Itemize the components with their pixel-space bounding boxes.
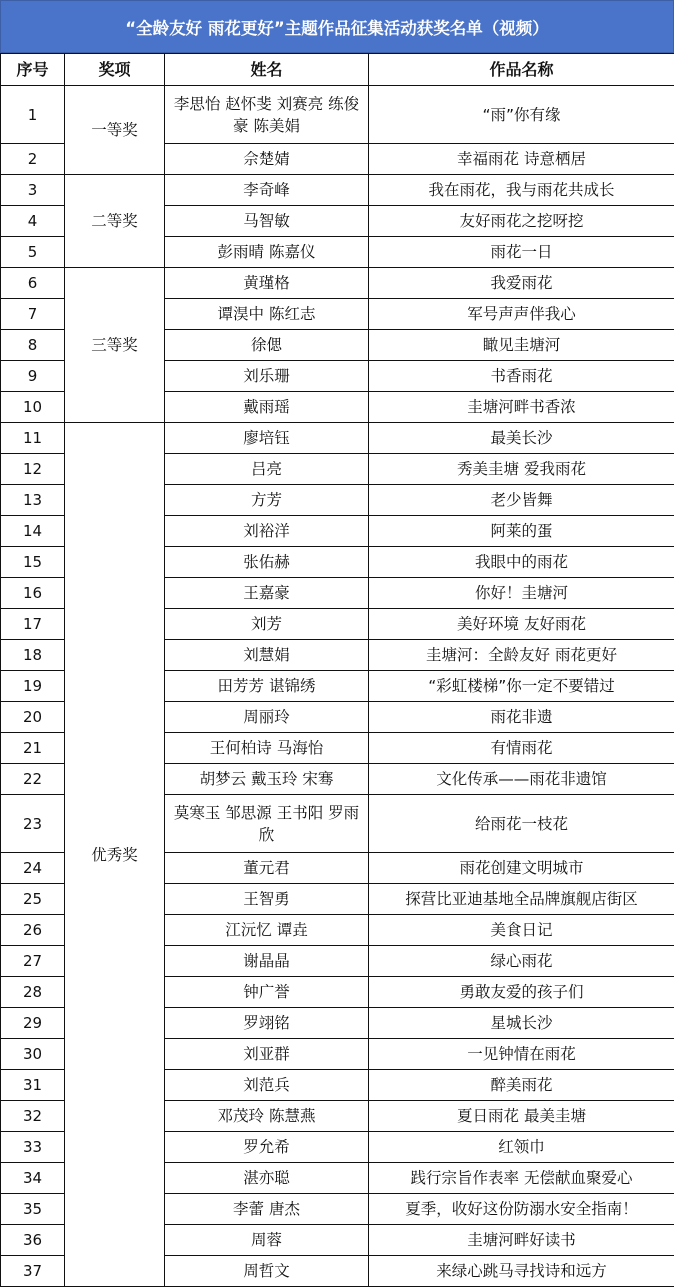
work-title: 醉美雨花: [369, 1070, 674, 1101]
work-title: 幸福雨花 诗意栖居: [369, 144, 674, 175]
winner-name: 湛亦聪: [165, 1163, 369, 1194]
work-title: 夏季，收好这份防溺水安全指南！: [369, 1194, 674, 1225]
row-number: 7: [1, 299, 65, 330]
winner-name: 吕亮: [165, 454, 369, 485]
winner-name: 王嘉豪: [165, 578, 369, 609]
row-number: 32: [1, 1101, 65, 1132]
work-title: 雨花非遗: [369, 702, 674, 733]
table-row: [1, 86, 674, 144]
winner-name: 董元君: [165, 853, 369, 884]
header-award: 奖项: [65, 54, 165, 86]
winner-name: 刘裕洋: [165, 516, 369, 547]
winner-name: 刘芳: [165, 609, 369, 640]
row-number: 23: [1, 795, 65, 853]
winner-name: 廖培钰: [165, 423, 369, 454]
row-number: 16: [1, 578, 65, 609]
row-number: 37: [1, 1256, 65, 1287]
work-title: 红领巾: [369, 1132, 674, 1163]
winner-name: 刘慧娟: [165, 640, 369, 671]
row-number: 9: [1, 361, 65, 392]
table-row: [1, 423, 674, 454]
winner-name: 李蕾 唐杰: [165, 1194, 369, 1225]
winner-name: 谭淏中 陈红志: [165, 299, 369, 330]
row-number: 36: [1, 1225, 65, 1256]
row-number: 35: [1, 1194, 65, 1225]
row-number: 8: [1, 330, 65, 361]
winner-name: 佘楚婧: [165, 144, 369, 175]
winner-name: 方芳: [165, 485, 369, 516]
winner-name: 刘范兵: [165, 1070, 369, 1101]
row-number: 12: [1, 454, 65, 485]
work-title: 圭塘河畔书香浓: [369, 392, 674, 423]
row-number: 24: [1, 853, 65, 884]
row-number: 34: [1, 1163, 65, 1194]
header-row: [1, 54, 674, 86]
work-title: 最美长沙: [369, 423, 674, 454]
winner-name: 罗翊铭: [165, 1008, 369, 1039]
row-number: 18: [1, 640, 65, 671]
header-work: 作品名称: [369, 54, 674, 86]
work-title: 军号声声伴我心: [369, 299, 674, 330]
work-title: 书香雨花: [369, 361, 674, 392]
work-title: 一见钟情在雨花: [369, 1039, 674, 1070]
work-title: 探营比亚迪基地全品牌旗舰店街区: [369, 884, 674, 915]
table-row: [1, 268, 674, 299]
page-title: “全龄友好 雨花更好”主题作品征集活动获奖名单（视频）: [0, 0, 674, 53]
winner-name: 周哲文: [165, 1256, 369, 1287]
work-title: 瞰见圭塘河: [369, 330, 674, 361]
winner-name: 周丽玲: [165, 702, 369, 733]
work-title: 圭塘河：全龄友好 雨花更好: [369, 640, 674, 671]
row-number: 33: [1, 1132, 65, 1163]
work-title: 勇敢友爱的孩子们: [369, 977, 674, 1008]
winner-name: 黄瑾格: [165, 268, 369, 299]
winner-name: 周蓉: [165, 1225, 369, 1256]
row-number: 19: [1, 671, 65, 702]
winner-name: 莫寒玉 邹思源 王书阳 罗雨欣: [165, 795, 369, 853]
row-number: 28: [1, 977, 65, 1008]
row-number: 21: [1, 733, 65, 764]
row-number: 11: [1, 423, 65, 454]
winner-name: 彭雨晴 陈嘉仪: [165, 237, 369, 268]
row-number: 17: [1, 609, 65, 640]
row-number: 30: [1, 1039, 65, 1070]
row-number: 13: [1, 485, 65, 516]
winner-name: 马智敏: [165, 206, 369, 237]
work-title: 给雨花一枝花: [369, 795, 674, 853]
work-title: 文化传承——雨花非遗馆: [369, 764, 674, 795]
header-name: 姓名: [165, 54, 369, 86]
winner-name: 胡梦云 戴玉玲 宋骞: [165, 764, 369, 795]
row-number: 10: [1, 392, 65, 423]
row-number: 15: [1, 547, 65, 578]
work-title: 圭塘河畔好读书: [369, 1225, 674, 1256]
work-title: 雨花创建文明城市: [369, 853, 674, 884]
row-number: 20: [1, 702, 65, 733]
winner-name: 张佑赫: [165, 547, 369, 578]
award-level: 优秀奖: [65, 423, 165, 1287]
row-number: 31: [1, 1070, 65, 1101]
winner-name: 钟广誉: [165, 977, 369, 1008]
row-number: 4: [1, 206, 65, 237]
row-number: 3: [1, 175, 65, 206]
winner-name: 江沅忆 谭垚: [165, 915, 369, 946]
award-level: 一等奖: [65, 86, 165, 175]
row-number: 14: [1, 516, 65, 547]
work-title: 星城长沙: [369, 1008, 674, 1039]
row-number: 2: [1, 144, 65, 175]
winner-name: 刘亚群: [165, 1039, 369, 1070]
work-title: 有情雨花: [369, 733, 674, 764]
award-table-body: [1, 86, 674, 1287]
work-title: “彩虹楼梯”你一定不要错过: [369, 671, 674, 702]
work-title: 阿莱的蛋: [369, 516, 674, 547]
work-title: 我在雨花，我与雨花共成长: [369, 175, 674, 206]
work-title: 你好！圭塘河: [369, 578, 674, 609]
winner-name: 李思怡 赵怀斐 刘赛亮 练俊豪 陈美娟: [165, 86, 369, 144]
winner-name: 罗允希: [165, 1132, 369, 1163]
row-number: 6: [1, 268, 65, 299]
row-number: 5: [1, 237, 65, 268]
award-level: 三等奖: [65, 268, 165, 423]
work-title: 践行宗旨作表率 无偿献血聚爱心: [369, 1163, 674, 1194]
row-number: 27: [1, 946, 65, 977]
work-title: 美好环境 友好雨花: [369, 609, 674, 640]
work-title: 秀美圭塘 爱我雨花: [369, 454, 674, 485]
work-title: 我眼中的雨花: [369, 547, 674, 578]
work-title: 雨花一日: [369, 237, 674, 268]
award-level: 二等奖: [65, 175, 165, 268]
row-number: 26: [1, 915, 65, 946]
work-title: 老少皆舞: [369, 485, 674, 516]
winner-name: 谢晶晶: [165, 946, 369, 977]
work-title: 我爱雨花: [369, 268, 674, 299]
winner-name: 田芳芳 谌锦绣: [165, 671, 369, 702]
work-title: “雨”你有缘: [369, 86, 674, 144]
work-title: 绿心雨花: [369, 946, 674, 977]
work-title: 美食日记: [369, 915, 674, 946]
row-number: 1: [1, 86, 65, 144]
row-number: 29: [1, 1008, 65, 1039]
winner-name: 戴雨瑶: [165, 392, 369, 423]
table-row: [1, 175, 674, 206]
winner-name: 李奇峰: [165, 175, 369, 206]
work-title: 友好雨花之挖呀挖: [369, 206, 674, 237]
work-title: 夏日雨花 最美圭塘: [369, 1101, 674, 1132]
row-number: 25: [1, 884, 65, 915]
work-title: 来绿心跳马寻找诗和远方: [369, 1256, 674, 1287]
winner-name: 王何柏诗 马海怡: [165, 733, 369, 764]
header-no: 序号: [1, 54, 65, 86]
winner-name: 王智勇: [165, 884, 369, 915]
winner-name: 刘乐珊: [165, 361, 369, 392]
winner-name: 邓茂玲 陈慧燕: [165, 1101, 369, 1132]
winner-name: 徐偲: [165, 330, 369, 361]
award-table: [0, 53, 674, 1287]
row-number: 22: [1, 764, 65, 795]
